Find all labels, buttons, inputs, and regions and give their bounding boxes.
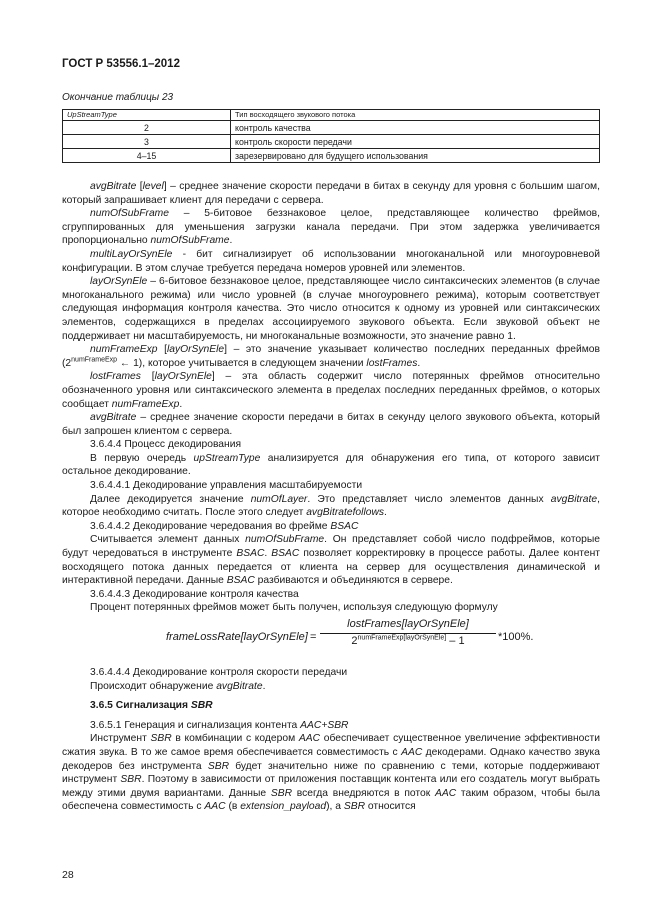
table-row — [63, 149, 600, 163]
table-header-row — [63, 110, 600, 121]
section-365: 3.6.5 Сигнализация SBR — [90, 700, 213, 712]
row-desc: контроль качества — [231, 121, 600, 135]
paragraph-numframeexp: numFrameExp [layOrSynEle] – это значение указывает количество последних переданных фреймов ($2^{numFrameExp}$ ← 1), которое учитывается в следующем значении lostFrames. — [62, 344, 600, 369]
section-3644: 3.6.4.4 Процесс декодирования — [90, 439, 242, 451]
paragraph-avgbitrate: avgBitrate – среднее значение скорости передачи в битах в секунду целого звукового объекта, который был запрошен клиентом с сервера. — [62, 412, 600, 437]
formula-lhs: frameLossRate[layOrSynEle] — [166, 631, 308, 643]
row-desc: контроль скорости передачи — [231, 135, 600, 149]
paragraph-numoflayer: Далее декодируется значение numOfLayer. Это представляет число элементов данных avgBitrate, которое необходимо считать. После этого следует avgBitratefollows. — [62, 493, 600, 519]
frame-loss-rate-formula — [62, 618, 600, 662]
paragraph-numofsubframe: numOfSubFrame – 5-битовое беззнаковое целое, представляющее количество фреймов, сгруппированных для уменьшения загрузки канала передачи. При этом задержка увеличивается пропорционально numOfSubFrame. — [62, 208, 600, 247]
row-code: 2 — [63, 121, 231, 135]
row-desc: зарезервировано для будущего использования — [231, 149, 600, 163]
row-code: 3 — [63, 135, 231, 149]
section-3651: 3.6.5.1 Генерация и сигнализация контента AAC+SBR — [90, 719, 349, 731]
paragraph-layorsynele: layOrSynEle – 6-битовое беззнаковое целое, представляющее число синтаксических элементов (в случае многоканального режима) или число уровней (в случае многоуровнего режима), которым соответствует следующая информация контроля качества. Это число относится к одному из уровней или синтаксических элементов, содержащихся в пределах ассоциируемого звукового объекта. Если звуковой объект не поддерживает ни масштабируемость, ни многоканальные возможности, это значение равно 1. — [62, 276, 600, 342]
upstream-type-table — [62, 109, 600, 163]
paragraph-upstreamtype: В первую очередь upStreamType анализируется для обнаружения его типа, от которого зависит остальное декодирование. — [62, 452, 600, 478]
row-code: 4–15 — [63, 149, 231, 163]
table-row — [63, 121, 600, 135]
formula-fraction — [320, 618, 496, 648]
document-body — [62, 180, 600, 814]
table-row — [63, 135, 600, 149]
paragraph-lostframes: lostFrames [layOrSynEle] – эта область содержит число потерянных фреймов относительно обозначенного уровня или синтаксического элемента в пределах последних переданных фреймов, о которых сообщает numFrameExp. — [62, 371, 600, 410]
paragraph-multilayorsynele: multiLayOrSynEle - бит сигнализирует об использовании многоканальной или многоуровневой конфигурации. В этом случае требуется передача номеров уровней или элементов. — [62, 248, 600, 274]
page-number: 28 — [62, 869, 74, 881]
table-caption: Окончание таблицы 23 — [62, 92, 174, 103]
section-36442: 3.6.4.4.2 Декодирование чередования во фрейме BSAC — [90, 520, 359, 532]
document-header: ГОСТ Р 53556.1–2012 — [62, 58, 180, 70]
paragraph-formula-intro: Процент потерянных фреймов может быть получен, используя следующую формулу — [90, 602, 498, 614]
formula-tail: *100%. — [498, 631, 534, 643]
section-36443: 3.6.4.4.3 Декодирование контроля качества — [90, 588, 299, 600]
col-type-head: Тип восходящего звукового потока — [231, 110, 600, 121]
section-36444: 3.6.4.4.4 Декодирование контроля скорости передачи — [90, 667, 348, 678]
paragraph-detect-avgbitrate: Происходит обнаружение avgBitrate. — [90, 680, 266, 692]
section-36441: 3.6.4.4.1 Декодирование управления масштабируемости — [90, 480, 363, 492]
paragraph-bsac: Считывается элемент данных numOfSubFrame. Он представляет собой число подфреймов, которые будут чередоваться в инструменте BSAC. BSAC позволяет корректировку в процессе работы. Далее контент восходящего потока данных передается от клиента на сервер для осуществления динамической и интерактивной передачи. Данные BSAC разбиваются и объединяются в сервере. — [62, 534, 600, 587]
formula-denominator: $2^{numFrameExp[layOrSynEle]} - 1$ — [351, 633, 465, 647]
paragraph-sbr: Инструмент SBR в комбинации с кодером AAC обеспечивает существенное увеличение эффективности сжатия звука. В то же самое время обеспечивается совместимость с AAC декодерами. Однако качество звука декодеров без инструмента SBR будет значительно ниже по сравнению с теми, которые поддерживают инструмент SBR. Поэтому в зависимости от приложения поставщик контента или его создатель могут выбрать между этими двумя вариантами. Данные SBR всегда внедряются в поток AAC таким образом, чтобы была обеспечена совместимость с AAC (в extension_payload), а SBR относится — [62, 733, 601, 813]
paragraph-avgbitrate-level: avgBitrate [level] – среднее значение скорости передачи в битах в секунду для уровня с большим шагом, который запрашивает клиент для передачи с сервера. — [62, 181, 600, 206]
col-upstreamtype-head: UpStreamType — [63, 110, 231, 121]
formula-equals: = — [310, 631, 317, 643]
formula-numerator: lostFrames[layOrSynEle] — [320, 618, 496, 634]
